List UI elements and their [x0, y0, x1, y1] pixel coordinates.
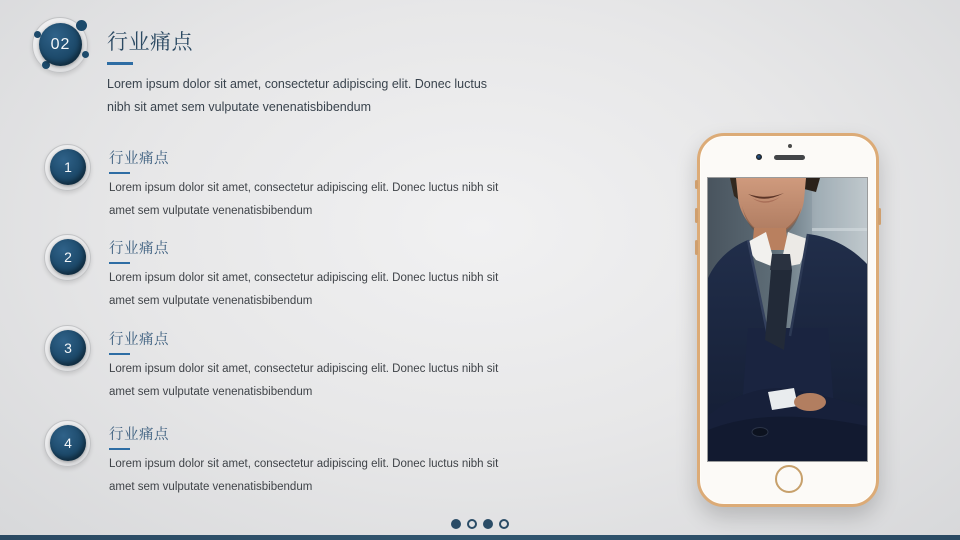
item-underline — [109, 353, 130, 355]
item-number: 4 — [50, 425, 86, 461]
page-subtitle: Lorem ipsum dolor sit amet, consectetur adipiscing elit. Donec luctus nibh sit amet sem vulputate venenatisbibendum — [107, 77, 488, 114]
item-number-badge — [44, 325, 92, 373]
phone-screen-photo — [708, 178, 867, 461]
page-title: 行业痛点 — [107, 31, 193, 54]
item-body: Lorem ipsum dolor sit amet, consectetur adipiscing elit. Donec luctus nibh sit amet sem vulputate venenatisbibendum — [109, 182, 499, 217]
item-text — [109, 144, 521, 223]
phone-volume-down-button — [695, 240, 698, 255]
item-number: 2 — [50, 239, 86, 275]
pagination — [0, 519, 960, 529]
list-item — [44, 234, 521, 313]
list-item — [44, 144, 521, 223]
decor-dot-icon — [82, 51, 89, 58]
phone-power-button — [878, 208, 881, 225]
item-underline — [109, 172, 130, 174]
pagination-dot-2 — [467, 519, 477, 529]
pagination-dot-1 — [451, 519, 461, 529]
phone-camera-icon — [756, 154, 762, 160]
phone-sensor-icon — [788, 144, 792, 148]
slide-header — [107, 26, 527, 119]
list-item — [44, 420, 521, 499]
pagination-dot-4 — [499, 519, 509, 529]
item-body: Lorem ipsum dolor sit amet, consectetur adipiscing elit. Donec luctus nibh sit amet sem vulputate venenatisbibendum — [109, 363, 499, 398]
item-underline — [109, 262, 130, 264]
item-number: 3 — [50, 330, 86, 366]
item-text — [109, 234, 521, 313]
decor-dot-icon — [76, 20, 87, 31]
item-title: 行业痛点 — [109, 332, 169, 348]
pagination-dot-3 — [483, 519, 493, 529]
item-text — [109, 420, 521, 499]
item-text — [109, 325, 521, 404]
item-number-badge — [44, 234, 92, 282]
item-title: 行业痛点 — [109, 427, 169, 443]
phone-volume-up-button — [695, 208, 698, 223]
item-title: 行业痛点 — [109, 241, 169, 257]
phone-home-button — [775, 465, 803, 493]
section-number: 02 — [39, 23, 82, 66]
item-body: Lorem ipsum dolor sit amet, consectetur adipiscing elit. Donec luctus nibh sit amet sem vulputate venenatisbibendum — [109, 458, 499, 493]
title-underline — [107, 62, 133, 65]
businessman-photo — [708, 178, 867, 461]
phone-mockup — [697, 133, 879, 507]
bottom-accent-bar — [0, 535, 960, 540]
phone-speaker-icon — [774, 155, 805, 160]
item-number-badge — [44, 144, 92, 192]
item-number-badge — [44, 420, 92, 468]
section-badge — [30, 15, 94, 79]
item-underline — [109, 448, 130, 450]
list-item — [44, 325, 521, 404]
phone-mute-switch — [695, 180, 698, 189]
item-body: Lorem ipsum dolor sit amet, consectetur adipiscing elit. Donec luctus nibh sit amet sem vulputate venenatisbibendum — [109, 272, 499, 307]
item-title: 行业痛点 — [109, 151, 169, 167]
item-number: 1 — [50, 149, 86, 185]
